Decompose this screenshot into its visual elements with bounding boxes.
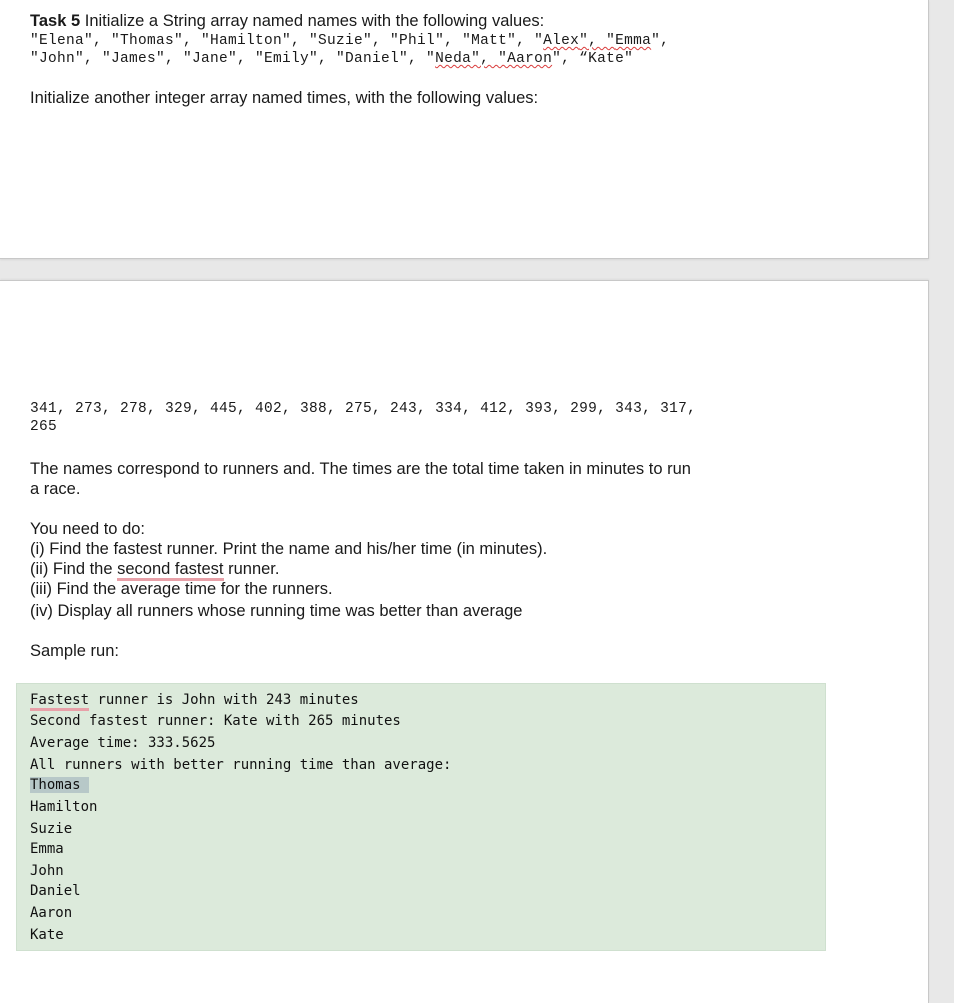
runner-name [30, 776, 89, 794]
names-line-1-sep: ", " [579, 33, 616, 49]
document-page-2 [0, 280, 929, 1003]
runner-name: Kate [30, 927, 64, 943]
runner-name: Aaron [30, 905, 73, 921]
sample-run-output [16, 683, 826, 951]
runner-name-selected: Thomas [30, 777, 89, 793]
task-text: Initialize a String array named names with the following values: [80, 12, 545, 30]
runner-name: Emma [30, 841, 64, 857]
output-line-2: Second fastest runner: Kate with 265 minutes [30, 713, 401, 729]
spell-emma: Emma [615, 33, 652, 49]
names-line-1 [30, 32, 669, 50]
output-line-3: Average time: 333.5625 [30, 735, 216, 751]
todo-item-2-start: (ii) Find the [30, 560, 118, 578]
runner-name: John [30, 863, 64, 879]
names-line-2 [30, 50, 633, 68]
todo-item-1: (i) Find the fastest runner. Print the name and his/her time (in minutes). [30, 540, 548, 558]
output-line-4: All runners with better running time than average: [30, 757, 452, 773]
description-line-1: The names correspond to runners and. The times are the total time taken in minutes to run [30, 460, 691, 478]
spell-alex: Alex [543, 33, 580, 49]
sample-run-label: Sample run: [30, 642, 119, 660]
names-line-1-end: ", [651, 33, 670, 49]
task-label: Task 5 [30, 12, 81, 30]
times-values-line-1: 341, 273, 278, 329, 445, 402, 388, 275, 243, 334, 412, 393, 299, 343, 317, [30, 401, 697, 417]
todo-item-2-end: runner. [223, 560, 280, 578]
task-heading [30, 11, 544, 31]
todo-item-4: (iv) Display all runners whose running time was better than average [30, 602, 523, 620]
todo-item-2 [30, 559, 279, 579]
spell-neda-aaron: Neda", "Aaron [435, 51, 553, 67]
names-line-1-start: "Elena", "Thomas", "Hamilton", "Suzie", "Phil", "Matt", " [30, 33, 544, 49]
todo-heading: You need to do: [30, 520, 146, 538]
highlight-fastest: Fastest [30, 692, 89, 711]
runner-name: Hamilton [30, 799, 98, 815]
document-page-1 [0, 0, 929, 259]
runner-name: Daniel [30, 883, 81, 899]
description-line-2: a race. [30, 480, 81, 498]
runner-name: Suzie [30, 821, 73, 837]
output-line-1-rest: runner is John with 243 minutes [89, 692, 359, 708]
todo-item-3: (iii) Find the average time for the runners. [30, 580, 333, 598]
names-line-2-start: "John", "James", "Jane", "Emily", "Daniel", " [30, 51, 436, 67]
times-intro: Initialize another integer array named times, with the following values: [30, 89, 539, 107]
names-line-2-end: ", “Kate" [552, 51, 634, 67]
highlight-second-fastest: second fastest [117, 560, 223, 581]
times-values-line-2: 265 [30, 419, 58, 435]
output-line-1 [30, 691, 359, 709]
